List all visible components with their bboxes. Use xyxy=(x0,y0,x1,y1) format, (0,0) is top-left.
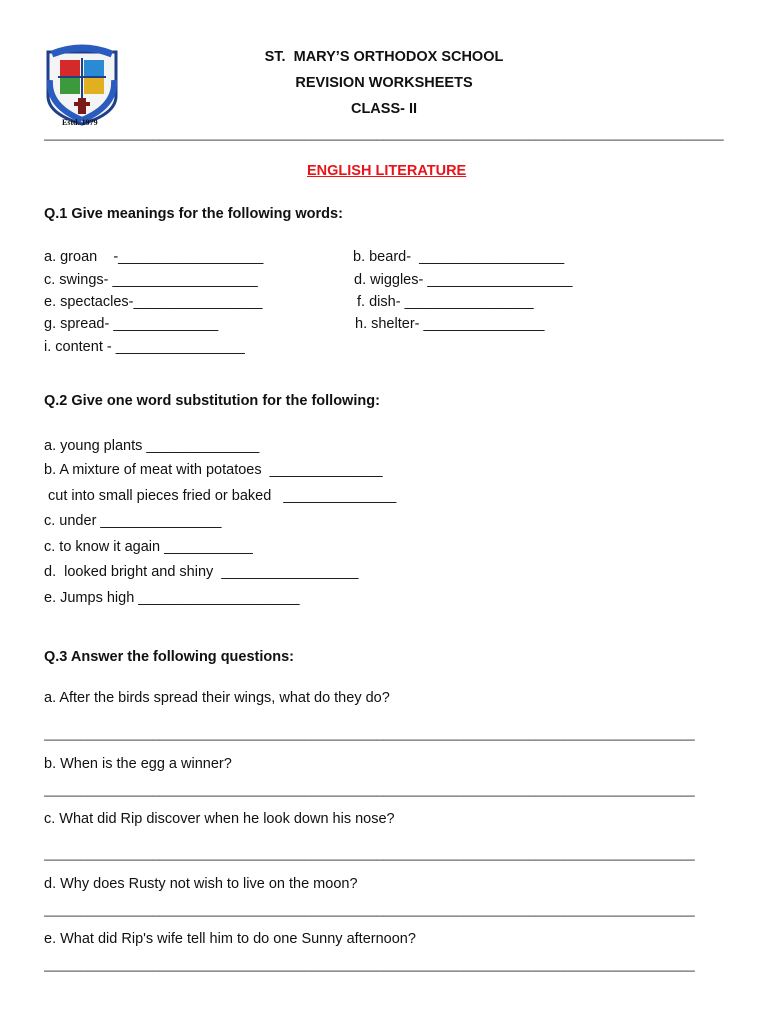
q2-item: a. young plants ______________ xyxy=(44,438,260,454)
q3-question-d: d. Why does Rusty not wish to live on the moon? xyxy=(44,876,358,892)
q2-item: e. Jumps high ____________________ xyxy=(44,590,300,606)
answer-line: __________________________________________________________________________________________ xyxy=(44,957,695,972)
q2-item: c. under _______________ xyxy=(44,513,222,529)
q1-item-c: c. swings- __________________ xyxy=(44,272,258,288)
school-logo xyxy=(42,40,122,132)
q2-item: cut into small pieces fried or baked ______________ xyxy=(44,488,397,504)
answer-line: __________________________________________________________________________________________ xyxy=(44,902,695,917)
q1-item-f: f. dish- ________________ xyxy=(353,294,534,310)
q3-question-e: e. What did Rip's wife tell him to do one Sunny afternoon? xyxy=(44,931,416,947)
q1-item-d: d. wiggles- __________________ xyxy=(354,272,573,288)
q2-item: d. looked bright and shiny _________________ xyxy=(44,564,359,580)
answer-line: __________________________________________________________________________________________ xyxy=(44,782,695,797)
q1-item-h: h. shelter- _______________ xyxy=(355,316,545,332)
subject-heading: ENGLISH LITERATURE xyxy=(307,163,467,179)
q1-title: Q.1 Give meanings for the following words: xyxy=(44,206,343,222)
q2-item: c. to know it again ___________ xyxy=(44,539,253,555)
q3-question-b: b. When is the egg a winner? xyxy=(44,756,232,772)
q2-title: Q.2 Give one word substitution for the following: xyxy=(44,393,380,409)
q1-item-g: g. spread- _____________ xyxy=(44,316,219,332)
answer-line: __________________________________________________________________________________________ xyxy=(44,846,695,861)
q1-item-a: a. groan -__________________ xyxy=(44,249,264,265)
q3-question-a: a. After the birds spread their wings, what do they do? xyxy=(44,690,390,706)
worksheet-title: REVISION WORKSHEETS xyxy=(295,75,473,91)
answer-line: __________________________________________________________________________________________ xyxy=(44,726,695,741)
logo-estd: Estd. 1979 xyxy=(62,118,98,127)
class-label: CLASS- II xyxy=(350,101,418,117)
q1-item-b: b. beard- __________________ xyxy=(353,249,565,265)
q3-question-c: c. What did Rip discover when he look down his nose? xyxy=(44,811,395,827)
q2-item: b. A mixture of meat with potatoes ______________ xyxy=(44,462,383,478)
header-rule: ______________________________________________________________________________________________ xyxy=(44,126,724,141)
q1-item-e: e. spectacles-________________ xyxy=(44,294,263,310)
q1-item-i: i. content - ________________ xyxy=(44,339,245,355)
school-name: ST. MARY’S ORTHODOX SCHOOL xyxy=(264,49,504,65)
q3-title: Q.3 Answer the following questions: xyxy=(44,649,295,665)
